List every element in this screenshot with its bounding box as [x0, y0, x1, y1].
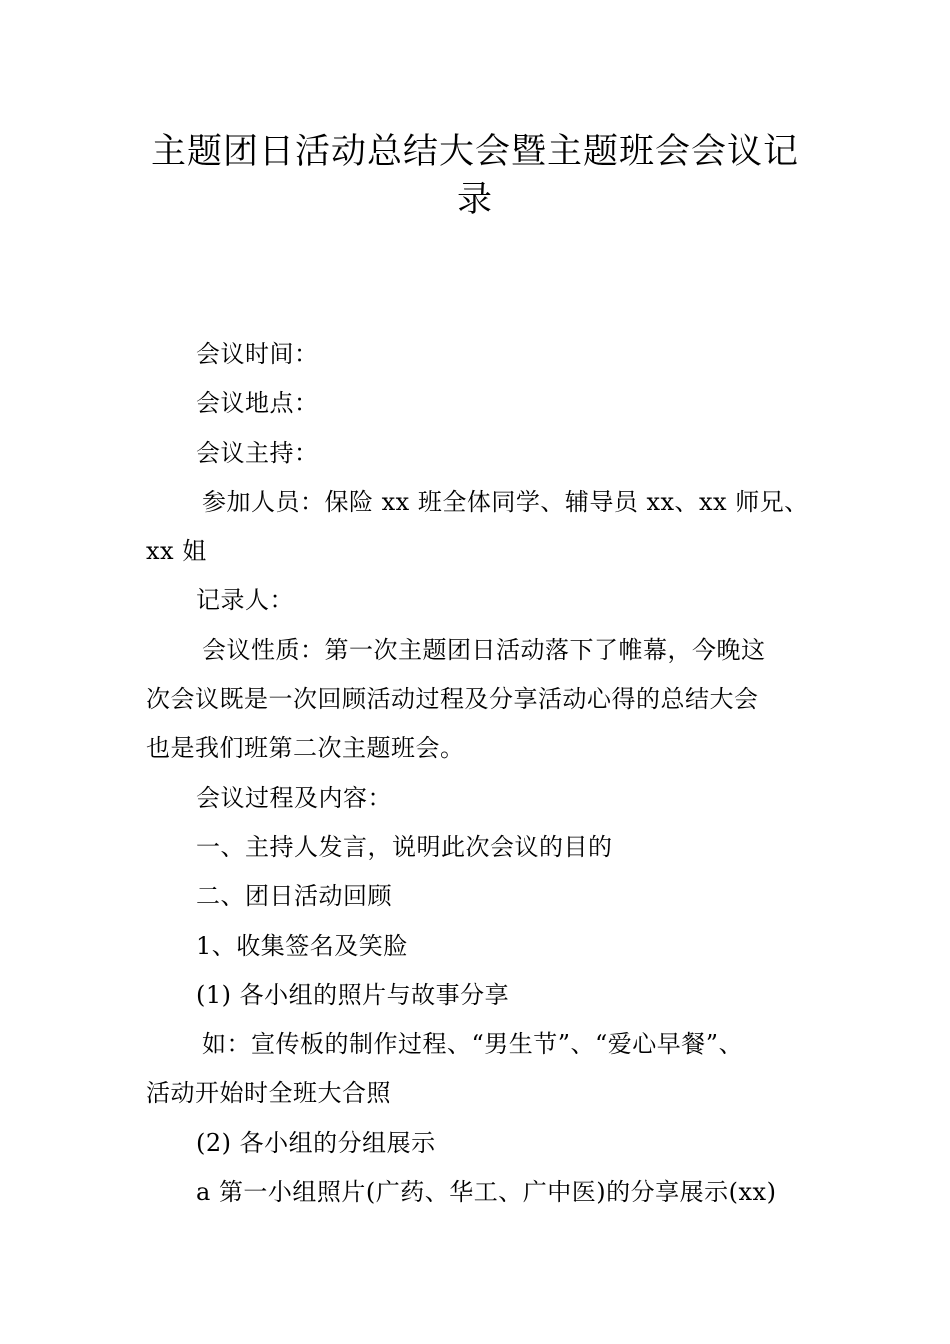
group-a-line: a 第一小组照片(广药、华工、广中医)的分享展示(xx): [196, 1178, 777, 1207]
subitem-two: (2) 各小组的分组展示: [196, 1128, 436, 1157]
meeting-time-label: 会议时间：: [196, 340, 319, 368]
process-heading: 会议过程及内容：: [196, 783, 392, 812]
example-line-2: 活动开始时全班大合照: [146, 1079, 391, 1108]
attendees-line-1: 参加人员：保险 xx 班全体同学、辅导员 xx、xx 师兄、: [202, 487, 809, 516]
meeting-host-label: 会议主持：: [196, 438, 319, 467]
meeting-nature-line-3: 也是我们班第二次主题班会。: [146, 734, 465, 763]
subitem-one: (1) 各小组的照片与故事分享: [196, 980, 510, 1009]
title-line-2: 录: [456, 180, 493, 220]
section-two: 二、团日活动回顾: [196, 882, 392, 911]
meeting-nature-line-1: 会议性质：第一次主题团日活动落下了帷幕，今晚这: [202, 635, 766, 664]
meeting-nature-line-2: 次会议既是一次回顾活动过程及分享活动心得的总结大会: [146, 685, 759, 714]
meeting-location-label: 会议地点：: [196, 389, 319, 418]
recorder-label: 记录人：: [196, 586, 294, 615]
section-one: 一、主持人发言，说明此次会议的目的: [196, 832, 613, 861]
document-body: [146, 330, 826, 1217]
attendees-line-2: xx 姐: [146, 537, 207, 566]
title-line-1: 主题团日活动总结大会暨主题班会会议记: [150, 132, 799, 172]
item-one: 1、收集签名及笑脸: [196, 931, 408, 960]
document-title: [140, 128, 810, 224]
example-line-1: 如：宣传板的制作过程、“男生节”、“爱心早餐”、: [202, 1030, 744, 1059]
